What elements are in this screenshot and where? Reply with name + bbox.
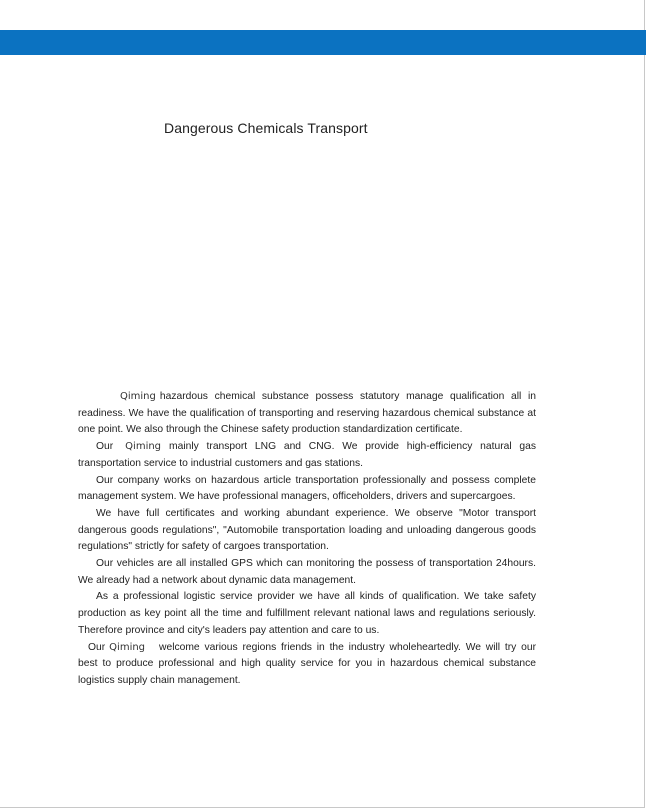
header-band [0, 30, 646, 55]
paragraph-7 [78, 640, 536, 690]
paragraph-6: As a professional logistic service provider we have all kinds of qualification. We take safety production as key point all the time and fulfillment relevant national laws and regulations seriously. Therefore province and city's leaders pay attention and care to us. [78, 591, 536, 636]
paragraph-5: Our vehicles are all installed GPS which can monitoring the possess of transportation 24hours. We already had a network about dynamic data management. [78, 558, 536, 586]
paragraph-4: We have full certificates and working abundant experience. We observe "Motor transport dangerous goods regulations", "Automobile transportation loading and unloading dangerous goods regulations" strictly for safety of cargoes transportation. [78, 507, 536, 553]
paragraph-7-lead: Our [88, 641, 106, 653]
body-text [78, 389, 536, 690]
brand-name: Qiming [125, 441, 162, 453]
paragraph-2 [78, 439, 536, 472]
brand-name: Qiming [109, 641, 146, 653]
brand-name: Qiming [120, 391, 156, 402]
paragraph-3: Our company works on hazardous article transportation professionally and possess complete management system. We have professional managers, officeholders, drivers and supercargoes. [78, 474, 536, 503]
paragraph-7-text: welcome various regions friends in the industry wholeheartedly. We will try our best to produce professional and high quality service for you in hazardous chemical substance logistics supply chain management. [78, 641, 536, 686]
paragraph-2-text: mainly transport LNG and CNG. We provide high-efficiency natural gas transportation service to industrial customers and gas stations. [78, 441, 536, 469]
paragraph-2-lead: Our [96, 441, 114, 453]
page-title: Dangerous Chemicals Transport [164, 120, 368, 136]
paragraph-1 [78, 389, 536, 439]
paragraph-1-text: hazardous chemical substance possess statutory manage qualification all in readiness. We have the qualification of transporting and reserving hazardous chemical substance at one point. We also through the Chinese safety production standardization certificate. [78, 391, 536, 436]
